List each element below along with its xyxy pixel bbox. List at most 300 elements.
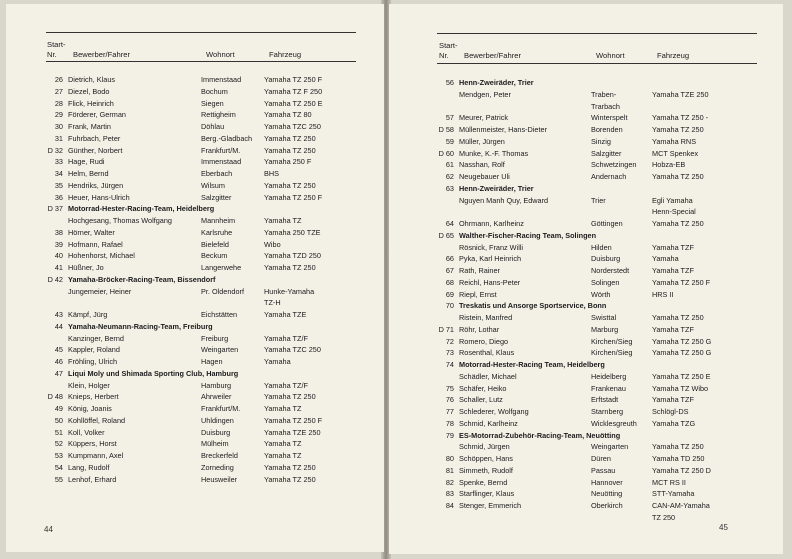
start-number: 76	[445, 395, 454, 405]
hometown: Beckum	[201, 251, 228, 261]
vehicle: Yamaha	[264, 357, 291, 366]
vehicle: Yamaha TZ 250 -	[652, 113, 709, 123]
entry-table-right	[411, 78, 752, 525]
team-name: Yamaha-Bröcker-Racing-Team, Bissendorf	[68, 274, 216, 284]
hometown: Schwetzingen	[591, 160, 637, 170]
vehicle: Yamaha TZC 250	[264, 122, 321, 131]
rider-name: Küppers, Horst	[68, 439, 117, 449]
start-number: 59	[445, 136, 454, 146]
vehicle: Yamaha TZ 250	[652, 172, 704, 181]
team-name: Liqui Moly und Shimada Sporting Club, Hamburg	[68, 368, 239, 378]
hometown	[591, 513, 652, 525]
hometown: Bochum	[201, 86, 228, 96]
entry-row	[31, 287, 354, 299]
vehicle: Hunke-Yamaha	[264, 286, 315, 296]
hometown: Ahrweiler	[201, 392, 232, 402]
hometown: Trier	[591, 195, 606, 205]
vehicle: Yamaha TZF	[652, 395, 694, 405]
hometown: Hamburg	[201, 380, 232, 390]
team-row	[411, 431, 752, 443]
vehicle: Yamaha RNS	[652, 136, 697, 146]
rider-name: Fröhling, Ulrich	[68, 357, 118, 366]
rider-name: Knieps, Herbert	[68, 392, 119, 402]
entry-row	[411, 149, 752, 161]
hometown: Pr. Oldendorf	[201, 286, 244, 296]
hometown: Hannover	[591, 477, 623, 487]
team-name: Yamaha-Neumann-Racing-Team, Freiburg	[68, 321, 213, 331]
vehicle: MCT RS II	[652, 477, 686, 487]
hometown: Göttingen	[591, 219, 623, 228]
hometown: Breckerfeld	[201, 451, 238, 460]
start-number: 39	[54, 239, 63, 249]
rider-name: Dietrich, Klaus	[68, 75, 116, 84]
hometown: Borenden	[591, 125, 623, 134]
vehicle: Yamaha TZ F 250	[264, 86, 323, 96]
start-number: 75	[445, 383, 454, 393]
start-number: 36	[54, 192, 63, 202]
entry-row	[31, 193, 354, 205]
start-number: 29	[54, 110, 63, 120]
hometown: Eichstätten	[201, 310, 238, 319]
rider-name: Schaller, Lutz	[459, 395, 503, 405]
hometown: Starnberg	[591, 407, 624, 416]
entry-row	[31, 216, 354, 228]
start-number: 82	[445, 477, 454, 487]
vehicle: Henn-Special	[652, 207, 696, 217]
header-bewerber: Bewerber/Fahrer	[73, 50, 130, 59]
rider-name: Spenke, Bernd	[459, 477, 508, 487]
start-number: 54	[54, 462, 63, 472]
team-row	[31, 204, 354, 216]
entry-table-left	[31, 75, 354, 486]
start-number: 63	[445, 183, 454, 193]
vehicle: Schlögl-DS	[652, 407, 689, 416]
vehicle: Yamaha TZE	[264, 310, 307, 319]
start-number: 73	[445, 348, 454, 358]
rider-name: Hendriks, Jürgen	[68, 180, 124, 190]
header-wohnort: Wohnort	[206, 50, 235, 59]
start-number: 84	[445, 501, 454, 510]
hometown: Rettigheim	[201, 110, 236, 120]
start-number: 28	[54, 98, 63, 108]
vehicle: Yamaha TZ 250	[264, 263, 316, 272]
rider-name: Röhr, Lothar	[459, 324, 500, 334]
rider-name: Ohrmann, Karlheinz	[459, 219, 524, 228]
vehicle: Yamaha TZ 250	[264, 392, 316, 402]
hometown: Wicklesgreuth	[591, 418, 637, 428]
rider-name: Nasshan, Rolf	[459, 160, 505, 170]
start-number: 53	[54, 451, 63, 460]
start-number: 35	[54, 180, 63, 190]
entry-row	[411, 137, 752, 149]
hometown: Salzgitter	[591, 148, 622, 158]
rider-name: Hochgesang, Thomas Wolfgang	[68, 216, 172, 225]
hometown: Frankfurt/M.	[201, 145, 241, 155]
vehicle: TZ 250	[652, 512, 676, 522]
team-row	[411, 78, 752, 90]
hometown: Heusweiler	[201, 474, 238, 484]
hometown: Heidelberg	[591, 371, 627, 381]
start-number: 47	[54, 368, 63, 378]
hometown: Wilsum	[201, 180, 225, 190]
hometown: Passau	[591, 465, 616, 475]
team-name: ES-Motorrad-Zubehör-Racing-Team, Neuötting	[459, 430, 621, 440]
entry-row	[31, 169, 354, 181]
hometown: Immenstaad	[201, 75, 242, 84]
rider-name: Fuhrbach, Peter	[68, 133, 121, 143]
vehicle: Yamaha TZG	[652, 418, 696, 428]
hometown: Swisttal	[591, 313, 617, 322]
entry-row	[31, 310, 354, 322]
vehicle: Yamaha TZF	[652, 242, 694, 252]
start-number: 43	[54, 310, 63, 319]
team-name: Motorrad-Hester-Racing Team, Heidelberg	[459, 360, 605, 369]
start-number: 34	[54, 169, 63, 178]
entry-row	[411, 407, 752, 419]
entry-row	[411, 454, 752, 466]
vehicle: Yamaha TZ 250	[264, 474, 316, 484]
rider-name: Munke, K.-F. Thomas	[459, 148, 529, 158]
rider-name: Nguyen Manh Quy, Edward	[459, 195, 549, 205]
vehicle: Yamaha TZ 250 G	[652, 336, 712, 346]
entry-row	[411, 266, 752, 278]
rider-name: Heuer, Hans-Ulrich	[68, 192, 130, 202]
entry-row	[31, 134, 354, 146]
entry-row	[31, 146, 354, 158]
entry-row	[31, 263, 354, 275]
rider-name: Stenger, Emmerich	[459, 501, 522, 510]
vehicle: Yamaha TZC 250	[264, 345, 321, 355]
rider-name: Riepl, Ernst	[459, 289, 497, 299]
rider-name: Romero, Diego	[459, 336, 509, 346]
rider-name: Neugebauer Uli	[459, 172, 510, 181]
entry-row	[411, 395, 752, 407]
team-name: Walther-Fischer-Racing Team, Solingen	[459, 230, 597, 240]
start-number: D 32	[47, 145, 63, 155]
vehicle: Wibo	[264, 239, 281, 249]
rider-name: Schmid, Jürgen	[459, 442, 510, 452]
vehicle: Yamaha TZ/F	[264, 380, 308, 390]
vehicle: Hobza-EB	[652, 160, 686, 170]
start-number: 52	[54, 439, 63, 449]
rider-name: Lang, Rudolf	[68, 462, 110, 472]
hometown: Mülheim	[201, 439, 229, 449]
start-number: D 58	[438, 125, 454, 134]
vehicle: Yamaha TZ 250 G	[652, 348, 712, 358]
start-number: 79	[445, 430, 454, 440]
entry-row	[31, 345, 354, 357]
hometown: Düren	[591, 454, 611, 463]
hometown: Weingarten	[591, 442, 629, 452]
start-number: 78	[445, 418, 454, 428]
vehicle: CAN-AM-Yamaha	[652, 501, 710, 510]
entry-row	[411, 384, 752, 396]
rider-name: König, Joanis	[68, 404, 112, 413]
vehicle: Yamaha TZ	[264, 216, 302, 225]
rider-name: Kumpmann, Axel	[68, 451, 124, 460]
hometown: Duisburg	[201, 427, 231, 437]
vehicle: Yamaha TZ 250 D	[652, 465, 711, 475]
entry-row	[411, 372, 752, 384]
vehicle: Yamaha TZ	[264, 451, 302, 460]
start-number: 81	[445, 465, 454, 475]
start-number	[31, 334, 68, 346]
hometown: Marburg	[591, 324, 619, 334]
entry-row	[31, 157, 354, 169]
team-name: Henn-Zweiräder, Trier	[459, 78, 534, 87]
rider-name: Günther, Norbert	[68, 145, 123, 155]
header-start: Start-	[47, 40, 66, 49]
entry-row	[31, 439, 354, 451]
hometown: Weingarten	[201, 345, 239, 355]
vehicle: Yamaha TZ 250 F	[652, 277, 711, 287]
rider-name: Frank, Martin	[68, 122, 111, 131]
entry-row	[31, 298, 354, 310]
hometown: Wörth	[591, 289, 611, 299]
vehicle: Egli Yamaha	[652, 195, 693, 205]
hometown: Hagen	[201, 357, 223, 366]
rider-name: Kämpf, Jürg	[68, 310, 108, 319]
start-number: 64	[445, 219, 454, 228]
rider-name: Starflinger, Klaus	[459, 489, 515, 499]
team-name: Henn-Zweiräder, Trier	[459, 183, 534, 193]
vehicle: Yamaha TZ 250	[264, 180, 316, 190]
entry-row	[411, 243, 752, 255]
start-number	[31, 216, 68, 228]
entry-row	[31, 181, 354, 193]
rider-name: Schäfer, Heiko	[459, 383, 507, 393]
rider-name: Mendgen, Peter	[459, 89, 511, 99]
start-number	[411, 243, 459, 255]
rider-name: Schmid, Karlheinz	[459, 418, 518, 428]
start-number: 31	[54, 133, 63, 143]
rider-name: Schädler, Michael	[459, 371, 517, 381]
entry-row	[31, 334, 354, 346]
hometown: Langerwehe	[201, 263, 242, 272]
team-name: Treskatis und Ansorge Sportservice, Bonn	[459, 301, 607, 311]
entry-row	[31, 475, 354, 487]
vehicle: Yamaha 250 TZE	[264, 227, 321, 237]
rider-name: Koll, Volker	[68, 427, 105, 437]
team-row	[31, 275, 354, 287]
entry-row	[411, 325, 752, 337]
rider-name	[459, 102, 591, 114]
header-nr: Nr.	[439, 51, 449, 60]
hometown: Erftstadt	[591, 395, 619, 405]
rider-name: Klein, Holger	[68, 380, 110, 390]
start-number: D 65	[438, 230, 454, 240]
rider-name: Müller, Jürgen	[459, 136, 505, 146]
hometown: Neuötting	[591, 489, 623, 499]
hometown: Kirchen/Sieg	[591, 348, 633, 358]
start-number: 38	[54, 227, 63, 237]
hometown: Siegen	[201, 98, 224, 108]
hometown: Immenstaad	[201, 157, 242, 167]
entry-row	[31, 99, 354, 111]
entry-row	[31, 122, 354, 134]
start-number	[411, 442, 459, 454]
start-number: 44	[54, 321, 63, 331]
entry-row	[411, 172, 752, 184]
start-number: 69	[445, 289, 454, 299]
entry-row	[411, 501, 752, 513]
hometown: Winterspelt	[591, 113, 628, 123]
vehicle: Yamaha TZ Wibo	[652, 383, 709, 393]
rider-name: Lenhof, Erhard	[68, 474, 117, 484]
rider-name: Helm, Bernd	[68, 169, 109, 178]
vehicle: Yamaha	[652, 254, 679, 264]
hometown: Frankfurt/M.	[201, 404, 241, 413]
rider-name: Schlederer, Wolfgang	[459, 407, 529, 416]
hometown: Trarbach	[591, 101, 620, 111]
rider-name: Kanzinger, Bernd	[68, 333, 124, 343]
vehicle: Yamaha TZF	[652, 324, 694, 334]
start-number: 33	[54, 157, 63, 167]
vehicle: Yamaha TZ 250 F	[264, 415, 323, 425]
vehicle: Yamaha TZ/F	[264, 333, 308, 343]
header-bottom-rule	[437, 63, 757, 64]
vehicle: Yamaha TZ	[264, 439, 302, 449]
page-number: 44	[44, 525, 53, 534]
start-number	[411, 372, 459, 384]
start-number: 46	[54, 357, 63, 366]
rider-name: Simmeth, Rudolf	[459, 465, 513, 475]
entry-row	[31, 463, 354, 475]
hometown: Solingen	[591, 277, 620, 287]
hometown: Oberkirch	[591, 501, 623, 510]
vehicle: Yamaha TZD 250	[264, 251, 321, 261]
vehicle: Yamaha TZ 250	[264, 133, 316, 143]
entry-row	[31, 357, 354, 369]
rider-name: Diezel, Bodo	[68, 86, 110, 96]
entry-row	[411, 102, 752, 114]
entry-row	[31, 416, 354, 428]
entry-row	[31, 87, 354, 99]
entry-row	[411, 196, 752, 208]
vehicle: TZ-H	[264, 298, 281, 308]
entry-row	[411, 207, 752, 219]
hometown: Uhldingen	[201, 415, 234, 425]
hometown: Berg.-Gladbach	[201, 133, 253, 143]
header-top-rule	[46, 32, 356, 33]
vehicle: HRS II	[652, 289, 674, 299]
start-number: 56	[445, 78, 454, 87]
start-number	[31, 287, 68, 299]
start-number: D 60	[438, 148, 454, 158]
start-number: 30	[54, 122, 63, 131]
header-wohnort: Wohnort	[596, 51, 625, 60]
hometown: Zorneding	[201, 462, 234, 472]
entry-row	[411, 219, 752, 231]
header-top-rule	[437, 33, 757, 34]
start-number	[411, 313, 459, 325]
hometown: Mannheim	[201, 216, 236, 225]
vehicle: MCT Spenkex	[652, 148, 699, 158]
rider-name: Rosenthal, Klaus	[459, 348, 515, 358]
vehicle: STT-Yamaha	[652, 489, 695, 499]
vehicle: Yamaha TZ 250 F	[264, 75, 323, 84]
rider-name	[68, 298, 201, 310]
vehicle: Yamaha TZ 250	[264, 462, 316, 472]
right-page	[389, 4, 783, 554]
rider-name: Hage, Rudi	[68, 157, 105, 167]
hometown: Norderstedt	[591, 266, 630, 275]
start-number: 74	[445, 360, 454, 369]
start-number: 51	[54, 427, 63, 437]
entry-row	[31, 381, 354, 393]
entry-row	[411, 442, 752, 454]
start-number: 77	[445, 407, 454, 416]
start-number: 57	[445, 113, 454, 123]
start-number: 61	[445, 160, 454, 170]
vehicle: Yamaha TZ 250	[652, 125, 704, 134]
vehicle: BHS	[264, 169, 280, 178]
entry-row	[31, 428, 354, 440]
rider-name: Hüßner, Jo	[68, 263, 104, 272]
team-row	[411, 301, 752, 313]
vehicle: Yamaha TD 250	[652, 454, 705, 463]
start-number: 45	[54, 345, 63, 355]
header-fahrzeug: Fahrzeug	[657, 51, 690, 60]
entry-row	[411, 513, 752, 525]
entry-row	[411, 160, 752, 172]
entry-row	[31, 404, 354, 416]
hometown: Traben-	[591, 89, 617, 99]
entry-row	[411, 348, 752, 360]
start-number: 83	[445, 489, 454, 499]
vehicle: Yamaha TZ 80	[264, 110, 312, 120]
start-number: 26	[54, 75, 63, 84]
start-number	[411, 513, 459, 525]
rider-name: Hörner, Walter	[68, 227, 115, 237]
entry-row	[31, 228, 354, 240]
hometown: Sinzig	[591, 136, 611, 146]
entry-row	[411, 278, 752, 290]
team-row	[411, 360, 752, 372]
rider-name: Hofmann, Rafael	[68, 239, 123, 249]
start-number: 50	[54, 415, 63, 425]
hometown	[591, 207, 652, 219]
vehicle: Yamaha TZ 250	[652, 442, 704, 452]
hometown	[201, 298, 264, 310]
left-page	[6, 4, 384, 552]
start-number: 68	[445, 277, 454, 287]
start-number: 67	[445, 266, 454, 275]
vehicle: Yamaha TZ 250	[652, 219, 704, 228]
entry-row	[31, 75, 354, 87]
start-number: 72	[445, 336, 454, 346]
entry-row	[411, 90, 752, 102]
rider-name: Pyka, Karl Heinrich	[459, 254, 522, 264]
entry-row	[31, 240, 354, 252]
hometown: Frankenau	[591, 383, 626, 393]
rider-name: Schöppen, Hans	[459, 454, 513, 463]
entry-row	[31, 110, 354, 122]
page-number: 45	[719, 523, 728, 532]
start-number: 41	[54, 263, 63, 272]
start-number: 62	[445, 172, 454, 181]
entry-row	[411, 113, 752, 125]
entry-row	[31, 451, 354, 463]
rider-name: Ristein, Manfred	[459, 313, 513, 322]
vehicle: Yamaha TZ 250 E	[264, 98, 323, 108]
rider-name: Kohllöffel, Roland	[68, 415, 126, 425]
hometown: Hilden	[591, 242, 612, 252]
hometown: Bielefeld	[201, 239, 229, 249]
entry-row	[411, 290, 752, 302]
rider-name: Meurer, Patrick	[459, 113, 509, 123]
start-number	[31, 298, 68, 310]
